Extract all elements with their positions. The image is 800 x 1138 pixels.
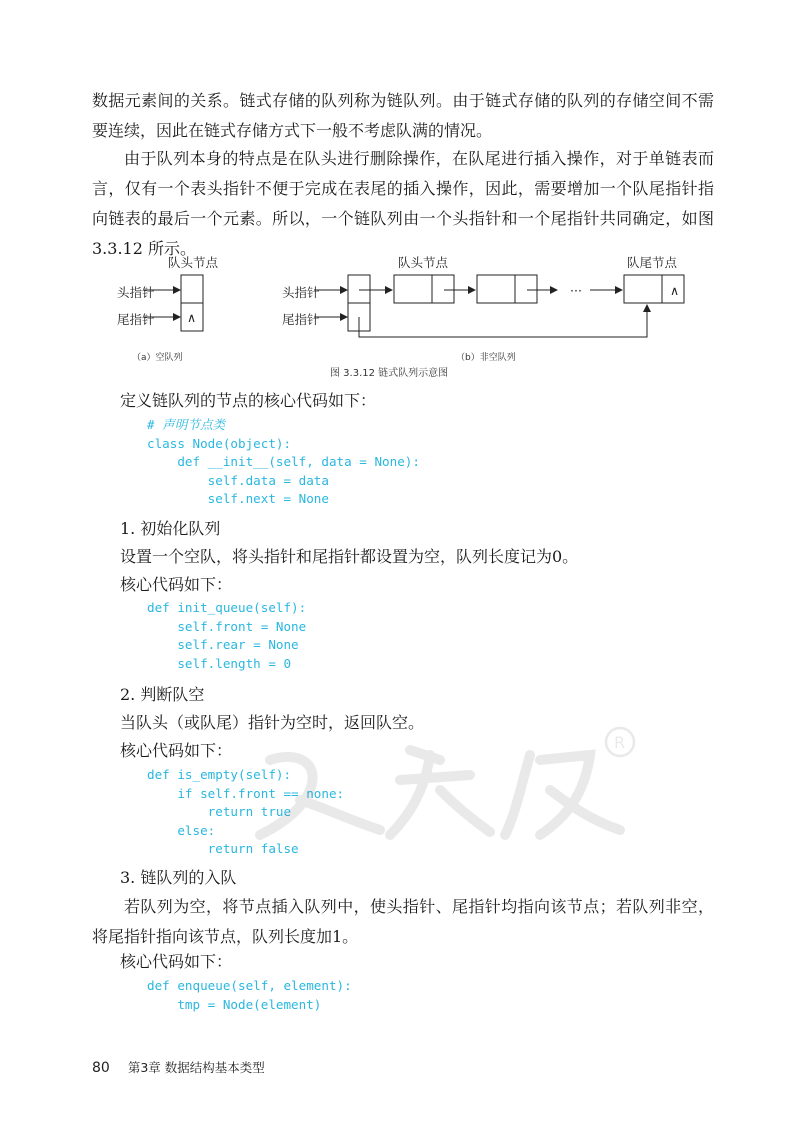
ellipsis: ··· — [570, 283, 582, 298]
define-intro: 定义链队列的节点的核心代码如下： — [120, 391, 377, 410]
section-1-title: 1. 初始化队列 — [120, 519, 221, 538]
null-symbol-a: ∧ — [187, 310, 197, 325]
paragraph-intro: 数据元素间的关系。链式存储的队列称为链队列。由于链式存储的队列的存储空间不需要连续，因此在链式存储方式下一般不考虑队满的情况。 — [92, 91, 714, 140]
section-2-code-intro: 核心代码如下： — [120, 741, 233, 760]
figure-a-head-pointer-label: 头指针 — [117, 285, 155, 300]
queue-node-1 — [394, 275, 454, 303]
svg-text:R: R — [614, 733, 626, 752]
figure-caption: 图 3.3.12 链式队列示意图 — [330, 368, 449, 379]
null-symbol-b: ∧ — [670, 283, 680, 298]
caption-b: （b）非空队列 — [456, 353, 516, 363]
init-queue-code: def init_queue(self): self.front = None self.rear = None self.length = 0 — [147, 600, 307, 671]
code-comment: # 声明节点类 — [147, 417, 226, 432]
caption-a: （a）空队列 — [132, 353, 183, 363]
paragraph-queue-pointers: 由于队列本身的特点是在队头进行删除操作，在队尾进行插入操作，对于单链表而言，仅有一个表头指针不便于完成在表尾的插入操作，因此，需要增加一个队尾指针指向链表的最后一个元素。所以，一个链队列由一个头指针和一个尾指针共同确定，如图 3.3.12 所示。 — [92, 149, 714, 258]
page-footer — [92, 1058, 265, 1076]
figure-b-head-title: 队头节点 — [398, 255, 449, 270]
node-class-code — [147, 416, 420, 509]
section-1-text: 设置一个空队，将头指针和尾指针都设置为空，队列长度记为0。 — [120, 547, 579, 566]
figure-a-title: 队头节点 — [168, 255, 219, 270]
figure-a-tail-pointer-label: 尾指针 — [117, 312, 155, 327]
is-empty-code: def is_empty(self): if self.front == none: return true else: return false — [147, 767, 345, 857]
node-class-body: class Node(object): def __init__(self, data = None): self.data = data self.next = None — [147, 435, 420, 507]
chapter-title: 第3章 数据结构基本类型 — [127, 1060, 265, 1075]
figure-b-tail-pointer-label: 尾指针 — [282, 312, 320, 327]
section-2-text: 当队头（或队尾）指针为空时，返回队空。 — [120, 713, 425, 732]
figure-b-head-pointer-label: 头指针 — [282, 285, 320, 300]
section-3-code-intro: 核心代码如下： — [120, 952, 233, 971]
publisher-watermark-logo — [240, 720, 640, 850]
section-3-text: 若队列为空，将节点插入队列中，使头指针、尾指针均指向该节点；若队列非空，将尾指针指向该节点，队列长度加1。 — [92, 897, 714, 946]
section-1-code-intro: 核心代码如下： — [120, 575, 233, 594]
figure-b-tail-title: 队尾节点 — [627, 255, 678, 270]
page-number: 80 — [92, 1060, 110, 1076]
queue-node-2 — [477, 275, 537, 303]
section-3-title: 3. 链队列的入队 — [120, 868, 237, 887]
section-2-title: 2. 判断队空 — [120, 685, 205, 704]
enqueue-code: def enqueue(self, element): tmp = Node(element) — [147, 978, 352, 1012]
